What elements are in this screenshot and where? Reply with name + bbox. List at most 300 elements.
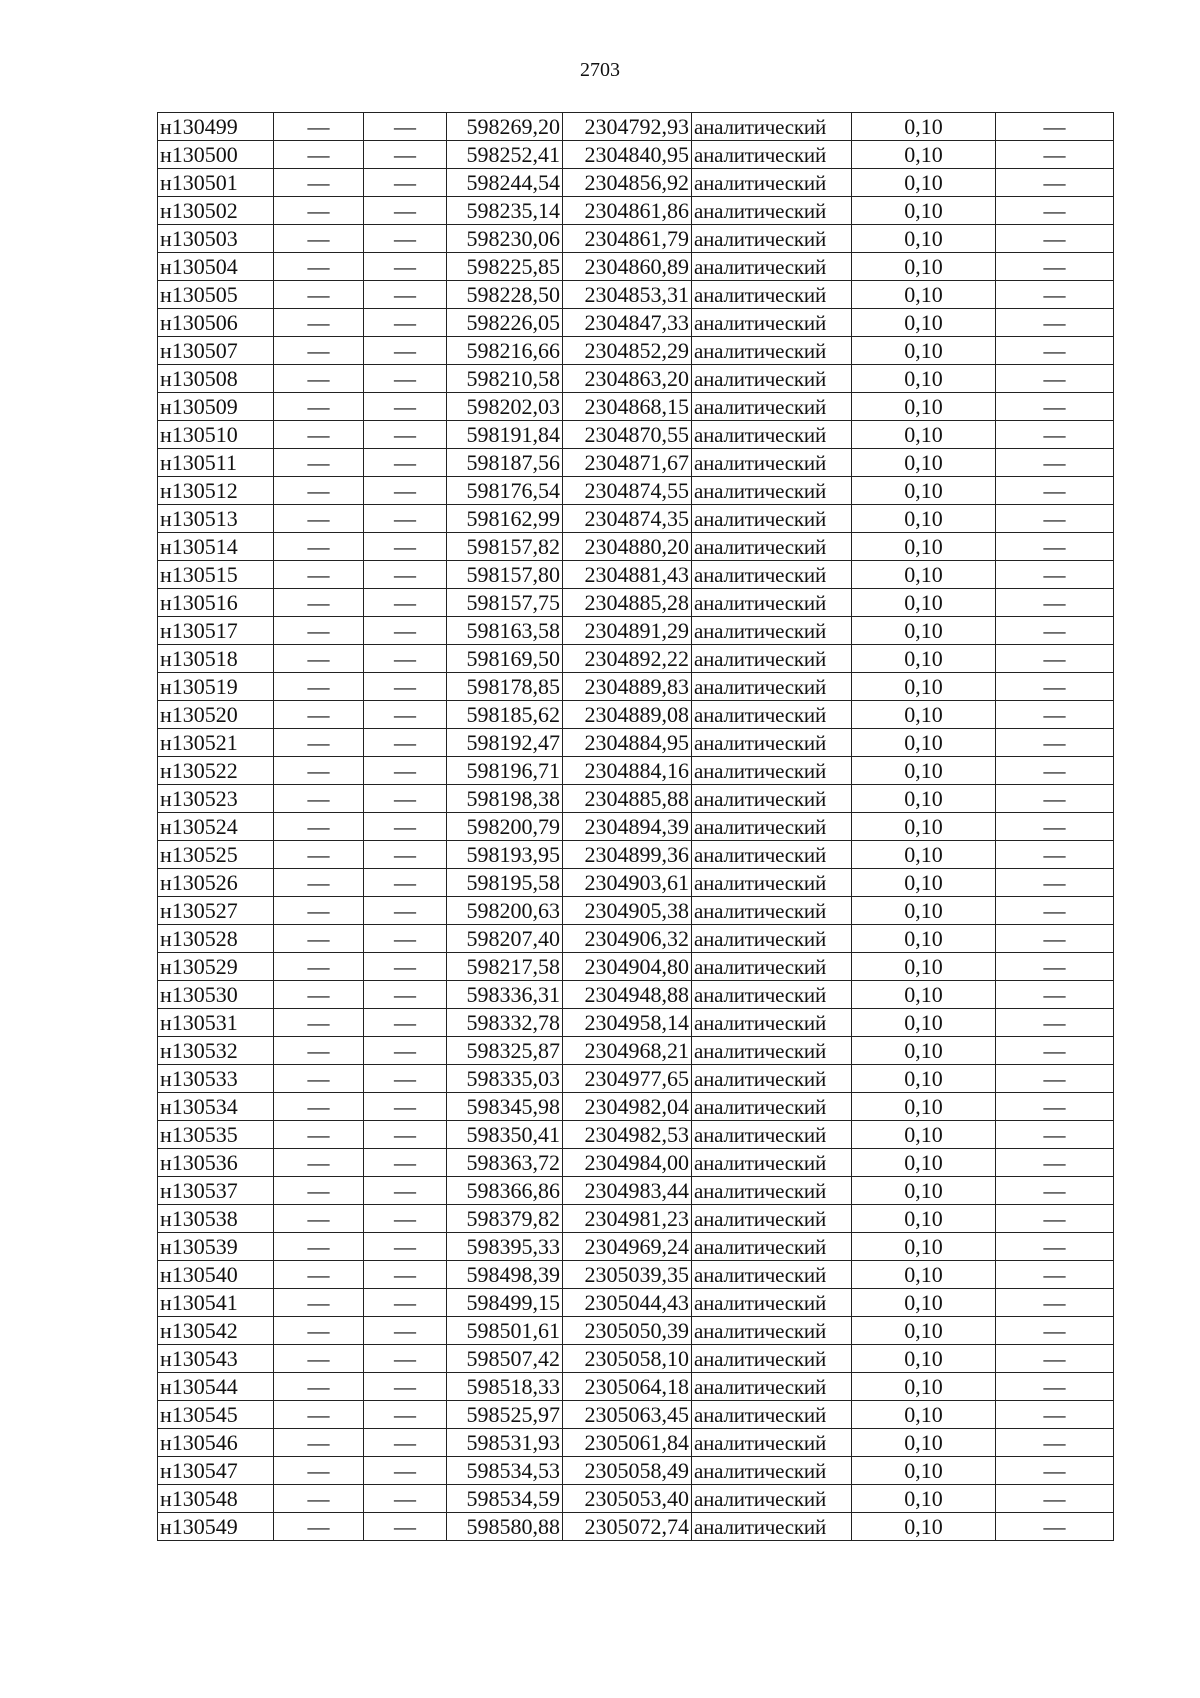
x-coordinate-cell: 598531,93 <box>447 1429 563 1457</box>
x-coordinate-cell: 598178,85 <box>447 673 563 701</box>
y-coordinate-cell: 2304870,55 <box>563 421 692 449</box>
point-name-cell: н130545 <box>158 1401 274 1429</box>
description-cell: — <box>996 757 1114 785</box>
description-cell: — <box>996 1177 1114 1205</box>
point-name-cell: н130513 <box>158 505 274 533</box>
point-name-cell: н130548 <box>158 1485 274 1513</box>
method-cell: аналитический <box>692 1485 852 1513</box>
empty-value-cell: — <box>364 897 447 925</box>
point-name-cell: н130512 <box>158 477 274 505</box>
method-cell: аналитический <box>692 981 852 1009</box>
description-cell: — <box>996 981 1114 1009</box>
description-cell: — <box>996 813 1114 841</box>
point-name-cell: н130529 <box>158 953 274 981</box>
x-coordinate-cell: 598157,82 <box>447 533 563 561</box>
x-coordinate-cell: 598269,20 <box>447 113 563 141</box>
accuracy-cell: 0,10 <box>852 309 996 337</box>
accuracy-cell: 0,10 <box>852 281 996 309</box>
empty-value-cell: — <box>364 505 447 533</box>
table-row <box>158 169 1114 197</box>
table-row <box>158 1485 1114 1513</box>
description-cell: — <box>996 841 1114 869</box>
y-coordinate-cell: 2304968,21 <box>563 1037 692 1065</box>
accuracy-cell: 0,10 <box>852 505 996 533</box>
x-coordinate-cell: 598195,58 <box>447 869 563 897</box>
y-coordinate-cell: 2304861,79 <box>563 225 692 253</box>
point-name-cell: н130511 <box>158 449 274 477</box>
empty-value-cell: — <box>364 141 447 169</box>
point-name-cell: н130542 <box>158 1317 274 1345</box>
accuracy-cell: 0,10 <box>852 1429 996 1457</box>
accuracy-cell: 0,10 <box>852 701 996 729</box>
empty-value-cell: — <box>274 673 364 701</box>
accuracy-cell: 0,10 <box>852 897 996 925</box>
empty-value-cell: — <box>274 841 364 869</box>
x-coordinate-cell: 598507,42 <box>447 1345 563 1373</box>
empty-value-cell: — <box>274 1065 364 1093</box>
accuracy-cell: 0,10 <box>852 533 996 561</box>
accuracy-cell: 0,10 <box>852 561 996 589</box>
table-row <box>158 141 1114 169</box>
y-coordinate-cell: 2304891,29 <box>563 617 692 645</box>
point-name-cell: н130510 <box>158 421 274 449</box>
point-name-cell: н130523 <box>158 785 274 813</box>
table-row <box>158 1065 1114 1093</box>
x-coordinate-cell: 598363,72 <box>447 1149 563 1177</box>
table-row <box>158 505 1114 533</box>
point-name-cell: н130528 <box>158 925 274 953</box>
x-coordinate-cell: 598498,39 <box>447 1261 563 1289</box>
y-coordinate-cell: 2304860,89 <box>563 253 692 281</box>
empty-value-cell: — <box>274 1401 364 1429</box>
method-cell: аналитический <box>692 1149 852 1177</box>
empty-value-cell: — <box>364 589 447 617</box>
accuracy-cell: 0,10 <box>852 1205 996 1233</box>
y-coordinate-cell: 2304889,83 <box>563 673 692 701</box>
empty-value-cell: — <box>364 1289 447 1317</box>
description-cell: — <box>996 505 1114 533</box>
y-coordinate-cell: 2304863,20 <box>563 365 692 393</box>
method-cell: аналитический <box>692 897 852 925</box>
table-row <box>158 197 1114 225</box>
y-coordinate-cell: 2304984,00 <box>563 1149 692 1177</box>
y-coordinate-cell: 2305053,40 <box>563 1485 692 1513</box>
table-row <box>158 1289 1114 1317</box>
accuracy-cell: 0,10 <box>852 1485 996 1513</box>
point-name-cell: н130522 <box>158 757 274 785</box>
y-coordinate-cell: 2304881,43 <box>563 561 692 589</box>
empty-value-cell: — <box>274 197 364 225</box>
method-cell: аналитический <box>692 477 852 505</box>
empty-value-cell: — <box>364 281 447 309</box>
point-name-cell: н130537 <box>158 1177 274 1205</box>
description-cell: — <box>996 477 1114 505</box>
x-coordinate-cell: 598395,33 <box>447 1233 563 1261</box>
table-row <box>158 365 1114 393</box>
empty-value-cell: — <box>274 533 364 561</box>
y-coordinate-cell: 2304852,29 <box>563 337 692 365</box>
y-coordinate-cell: 2304906,32 <box>563 925 692 953</box>
method-cell: аналитический <box>692 1345 852 1373</box>
table-row <box>158 729 1114 757</box>
x-coordinate-cell: 598200,79 <box>447 813 563 841</box>
accuracy-cell: 0,10 <box>852 421 996 449</box>
empty-value-cell: — <box>364 645 447 673</box>
empty-value-cell: — <box>364 1261 447 1289</box>
point-name-cell: н130525 <box>158 841 274 869</box>
description-cell: — <box>996 1121 1114 1149</box>
description-cell: — <box>996 113 1114 141</box>
table-row <box>158 1261 1114 1289</box>
table-row <box>158 785 1114 813</box>
method-cell: аналитический <box>692 953 852 981</box>
x-coordinate-cell: 598518,33 <box>447 1373 563 1401</box>
table-row <box>158 1513 1114 1541</box>
accuracy-cell: 0,10 <box>852 785 996 813</box>
x-coordinate-cell: 598230,06 <box>447 225 563 253</box>
accuracy-cell: 0,10 <box>852 141 996 169</box>
method-cell: аналитический <box>692 141 852 169</box>
x-coordinate-cell: 598335,03 <box>447 1065 563 1093</box>
empty-value-cell: — <box>364 1037 447 1065</box>
table-row <box>158 673 1114 701</box>
y-coordinate-cell: 2304899,36 <box>563 841 692 869</box>
empty-value-cell: — <box>274 113 364 141</box>
y-coordinate-cell: 2304903,61 <box>563 869 692 897</box>
coordinates-table <box>157 112 1114 1541</box>
point-name-cell: н130506 <box>158 309 274 337</box>
method-cell: аналитический <box>692 1457 852 1485</box>
table-row <box>158 253 1114 281</box>
empty-value-cell: — <box>364 785 447 813</box>
description-cell: — <box>996 701 1114 729</box>
table-row <box>158 1373 1114 1401</box>
description-cell: — <box>996 281 1114 309</box>
table-row <box>158 1457 1114 1485</box>
point-name-cell: н130549 <box>158 1513 274 1541</box>
empty-value-cell: — <box>274 785 364 813</box>
y-coordinate-cell: 2304792,93 <box>563 113 692 141</box>
point-name-cell: н130536 <box>158 1149 274 1177</box>
y-coordinate-cell: 2305072,74 <box>563 1513 692 1541</box>
method-cell: аналитический <box>692 757 852 785</box>
empty-value-cell: — <box>274 1373 364 1401</box>
description-cell: — <box>996 869 1114 897</box>
y-coordinate-cell: 2304983,44 <box>563 1177 692 1205</box>
empty-value-cell: — <box>274 309 364 337</box>
description-cell: — <box>996 1065 1114 1093</box>
accuracy-cell: 0,10 <box>852 953 996 981</box>
description-cell: — <box>996 197 1114 225</box>
empty-value-cell: — <box>274 253 364 281</box>
point-name-cell: н130524 <box>158 813 274 841</box>
x-coordinate-cell: 598345,98 <box>447 1093 563 1121</box>
table-row <box>158 225 1114 253</box>
y-coordinate-cell: 2304840,95 <box>563 141 692 169</box>
accuracy-cell: 0,10 <box>852 1289 996 1317</box>
description-cell: — <box>996 1513 1114 1541</box>
table-row <box>158 841 1114 869</box>
point-name-cell: н130516 <box>158 589 274 617</box>
method-cell: аналитический <box>692 365 852 393</box>
empty-value-cell: — <box>274 925 364 953</box>
x-coordinate-cell: 598252,41 <box>447 141 563 169</box>
method-cell: аналитический <box>692 1373 852 1401</box>
table-row <box>158 617 1114 645</box>
x-coordinate-cell: 598244,54 <box>447 169 563 197</box>
table-row <box>158 1093 1114 1121</box>
accuracy-cell: 0,10 <box>852 1121 996 1149</box>
empty-value-cell: — <box>274 589 364 617</box>
table-row <box>158 813 1114 841</box>
empty-value-cell: — <box>274 365 364 393</box>
empty-value-cell: — <box>364 1513 447 1541</box>
accuracy-cell: 0,10 <box>852 645 996 673</box>
point-name-cell: н130500 <box>158 141 274 169</box>
empty-value-cell: — <box>274 225 364 253</box>
method-cell: аналитический <box>692 281 852 309</box>
empty-value-cell: — <box>274 729 364 757</box>
x-coordinate-cell: 598350,41 <box>447 1121 563 1149</box>
method-cell: аналитический <box>692 1205 852 1233</box>
method-cell: аналитический <box>692 421 852 449</box>
accuracy-cell: 0,10 <box>852 337 996 365</box>
table-row <box>158 1205 1114 1233</box>
empty-value-cell: — <box>274 1149 364 1177</box>
method-cell: аналитический <box>692 813 852 841</box>
empty-value-cell: — <box>364 225 447 253</box>
table-row <box>158 1401 1114 1429</box>
method-cell: аналитический <box>692 869 852 897</box>
y-coordinate-cell: 2304894,39 <box>563 813 692 841</box>
x-coordinate-cell: 598157,80 <box>447 561 563 589</box>
empty-value-cell: — <box>364 1233 447 1261</box>
table-row <box>158 1009 1114 1037</box>
table-row <box>158 925 1114 953</box>
method-cell: аналитический <box>692 1093 852 1121</box>
x-coordinate-cell: 598534,53 <box>447 1457 563 1485</box>
point-name-cell: н130499 <box>158 113 274 141</box>
accuracy-cell: 0,10 <box>852 1009 996 1037</box>
method-cell: аналитический <box>692 337 852 365</box>
point-name-cell: н130544 <box>158 1373 274 1401</box>
empty-value-cell: — <box>274 1457 364 1485</box>
empty-value-cell: — <box>364 1065 447 1093</box>
table-row <box>158 337 1114 365</box>
description-cell: — <box>996 1093 1114 1121</box>
empty-value-cell: — <box>364 421 447 449</box>
x-coordinate-cell: 598207,40 <box>447 925 563 953</box>
method-cell: аналитический <box>692 1513 852 1541</box>
point-name-cell: н130527 <box>158 897 274 925</box>
description-cell: — <box>996 1037 1114 1065</box>
accuracy-cell: 0,10 <box>852 197 996 225</box>
table-row <box>158 533 1114 561</box>
empty-value-cell: — <box>364 393 447 421</box>
x-coordinate-cell: 598332,78 <box>447 1009 563 1037</box>
empty-value-cell: — <box>364 617 447 645</box>
point-name-cell: н130508 <box>158 365 274 393</box>
empty-value-cell: — <box>364 925 447 953</box>
method-cell: аналитический <box>692 1261 852 1289</box>
table-body <box>158 113 1114 1541</box>
empty-value-cell: — <box>274 141 364 169</box>
empty-value-cell: — <box>364 1345 447 1373</box>
empty-value-cell: — <box>364 869 447 897</box>
point-name-cell: н130517 <box>158 617 274 645</box>
accuracy-cell: 0,10 <box>852 225 996 253</box>
method-cell: аналитический <box>692 1429 852 1457</box>
empty-value-cell: — <box>274 1317 364 1345</box>
empty-value-cell: — <box>274 169 364 197</box>
table-row <box>158 449 1114 477</box>
accuracy-cell: 0,10 <box>852 981 996 1009</box>
x-coordinate-cell: 598366,86 <box>447 1177 563 1205</box>
empty-value-cell: — <box>274 281 364 309</box>
accuracy-cell: 0,10 <box>852 617 996 645</box>
x-coordinate-cell: 598235,14 <box>447 197 563 225</box>
point-name-cell: н130518 <box>158 645 274 673</box>
x-coordinate-cell: 598187,56 <box>447 449 563 477</box>
x-coordinate-cell: 598157,75 <box>447 589 563 617</box>
x-coordinate-cell: 598163,58 <box>447 617 563 645</box>
empty-value-cell: — <box>274 617 364 645</box>
empty-value-cell: — <box>274 505 364 533</box>
y-coordinate-cell: 2304884,16 <box>563 757 692 785</box>
table-row <box>158 421 1114 449</box>
method-cell: аналитический <box>692 785 852 813</box>
description-cell: — <box>996 141 1114 169</box>
method-cell: аналитический <box>692 589 852 617</box>
point-name-cell: н130532 <box>158 1037 274 1065</box>
method-cell: аналитический <box>692 925 852 953</box>
method-cell: аналитический <box>692 1289 852 1317</box>
point-name-cell: н130547 <box>158 1457 274 1485</box>
empty-value-cell: — <box>364 1401 447 1429</box>
accuracy-cell: 0,10 <box>852 1177 996 1205</box>
point-name-cell: н130539 <box>158 1233 274 1261</box>
method-cell: аналитический <box>692 225 852 253</box>
accuracy-cell: 0,10 <box>852 729 996 757</box>
accuracy-cell: 0,10 <box>852 1065 996 1093</box>
method-cell: аналитический <box>692 1233 852 1261</box>
empty-value-cell: — <box>274 869 364 897</box>
method-cell: аналитический <box>692 309 852 337</box>
method-cell: аналитический <box>692 197 852 225</box>
x-coordinate-cell: 598176,54 <box>447 477 563 505</box>
point-name-cell: н130541 <box>158 1289 274 1317</box>
description-cell: — <box>996 1009 1114 1037</box>
empty-value-cell: — <box>364 813 447 841</box>
accuracy-cell: 0,10 <box>852 169 996 197</box>
description-cell: — <box>996 1317 1114 1345</box>
empty-value-cell: — <box>274 561 364 589</box>
empty-value-cell: — <box>364 1373 447 1401</box>
description-cell: — <box>996 533 1114 561</box>
page-number: 2703 <box>580 59 620 81</box>
empty-value-cell: — <box>364 1429 447 1457</box>
y-coordinate-cell: 2305058,10 <box>563 1345 692 1373</box>
point-name-cell: н130514 <box>158 533 274 561</box>
x-coordinate-cell: 598162,99 <box>447 505 563 533</box>
y-coordinate-cell: 2304905,38 <box>563 897 692 925</box>
description-cell: — <box>996 925 1114 953</box>
empty-value-cell: — <box>274 897 364 925</box>
empty-value-cell: — <box>364 981 447 1009</box>
x-coordinate-cell: 598225,85 <box>447 253 563 281</box>
description-cell: — <box>996 449 1114 477</box>
empty-value-cell: — <box>274 1513 364 1541</box>
empty-value-cell: — <box>274 645 364 673</box>
description-cell: — <box>996 1261 1114 1289</box>
empty-value-cell: — <box>274 1233 364 1261</box>
accuracy-cell: 0,10 <box>852 449 996 477</box>
empty-value-cell: — <box>364 701 447 729</box>
x-coordinate-cell: 598228,50 <box>447 281 563 309</box>
method-cell: аналитический <box>692 701 852 729</box>
method-cell: аналитический <box>692 393 852 421</box>
empty-value-cell: — <box>274 1205 364 1233</box>
table-row <box>158 1037 1114 1065</box>
empty-value-cell: — <box>274 1429 364 1457</box>
empty-value-cell: — <box>364 169 447 197</box>
y-coordinate-cell: 2304884,95 <box>563 729 692 757</box>
x-coordinate-cell: 598202,03 <box>447 393 563 421</box>
x-coordinate-cell: 598379,82 <box>447 1205 563 1233</box>
y-coordinate-cell: 2304856,92 <box>563 169 692 197</box>
x-coordinate-cell: 598580,88 <box>447 1513 563 1541</box>
empty-value-cell: — <box>274 1177 364 1205</box>
accuracy-cell: 0,10 <box>852 757 996 785</box>
description-cell: — <box>996 1289 1114 1317</box>
point-name-cell: н130530 <box>158 981 274 1009</box>
y-coordinate-cell: 2305058,49 <box>563 1457 692 1485</box>
accuracy-cell: 0,10 <box>852 925 996 953</box>
empty-value-cell: — <box>364 729 447 757</box>
method-cell: аналитический <box>692 841 852 869</box>
description-cell: — <box>996 1485 1114 1513</box>
method-cell: аналитический <box>692 449 852 477</box>
table-row <box>158 757 1114 785</box>
empty-value-cell: — <box>274 1345 364 1373</box>
description-cell: — <box>996 617 1114 645</box>
empty-value-cell: — <box>274 1093 364 1121</box>
accuracy-cell: 0,10 <box>852 1513 996 1541</box>
method-cell: аналитический <box>692 1037 852 1065</box>
accuracy-cell: 0,10 <box>852 1037 996 1065</box>
table-row <box>158 1149 1114 1177</box>
accuracy-cell: 0,10 <box>852 477 996 505</box>
empty-value-cell: — <box>364 477 447 505</box>
y-coordinate-cell: 2304847,33 <box>563 309 692 337</box>
accuracy-cell: 0,10 <box>852 1233 996 1261</box>
table-row <box>158 701 1114 729</box>
description-cell: — <box>996 393 1114 421</box>
description-cell: — <box>996 1457 1114 1485</box>
table-row <box>158 561 1114 589</box>
empty-value-cell: — <box>364 1485 447 1513</box>
empty-value-cell: — <box>274 477 364 505</box>
y-coordinate-cell: 2304868,15 <box>563 393 692 421</box>
table-row <box>158 1317 1114 1345</box>
empty-value-cell: — <box>274 981 364 1009</box>
table-row <box>158 1121 1114 1149</box>
method-cell: аналитический <box>692 1177 852 1205</box>
y-coordinate-cell: 2304904,80 <box>563 953 692 981</box>
table-row <box>158 953 1114 981</box>
description-cell: — <box>996 1345 1114 1373</box>
empty-value-cell: — <box>274 421 364 449</box>
